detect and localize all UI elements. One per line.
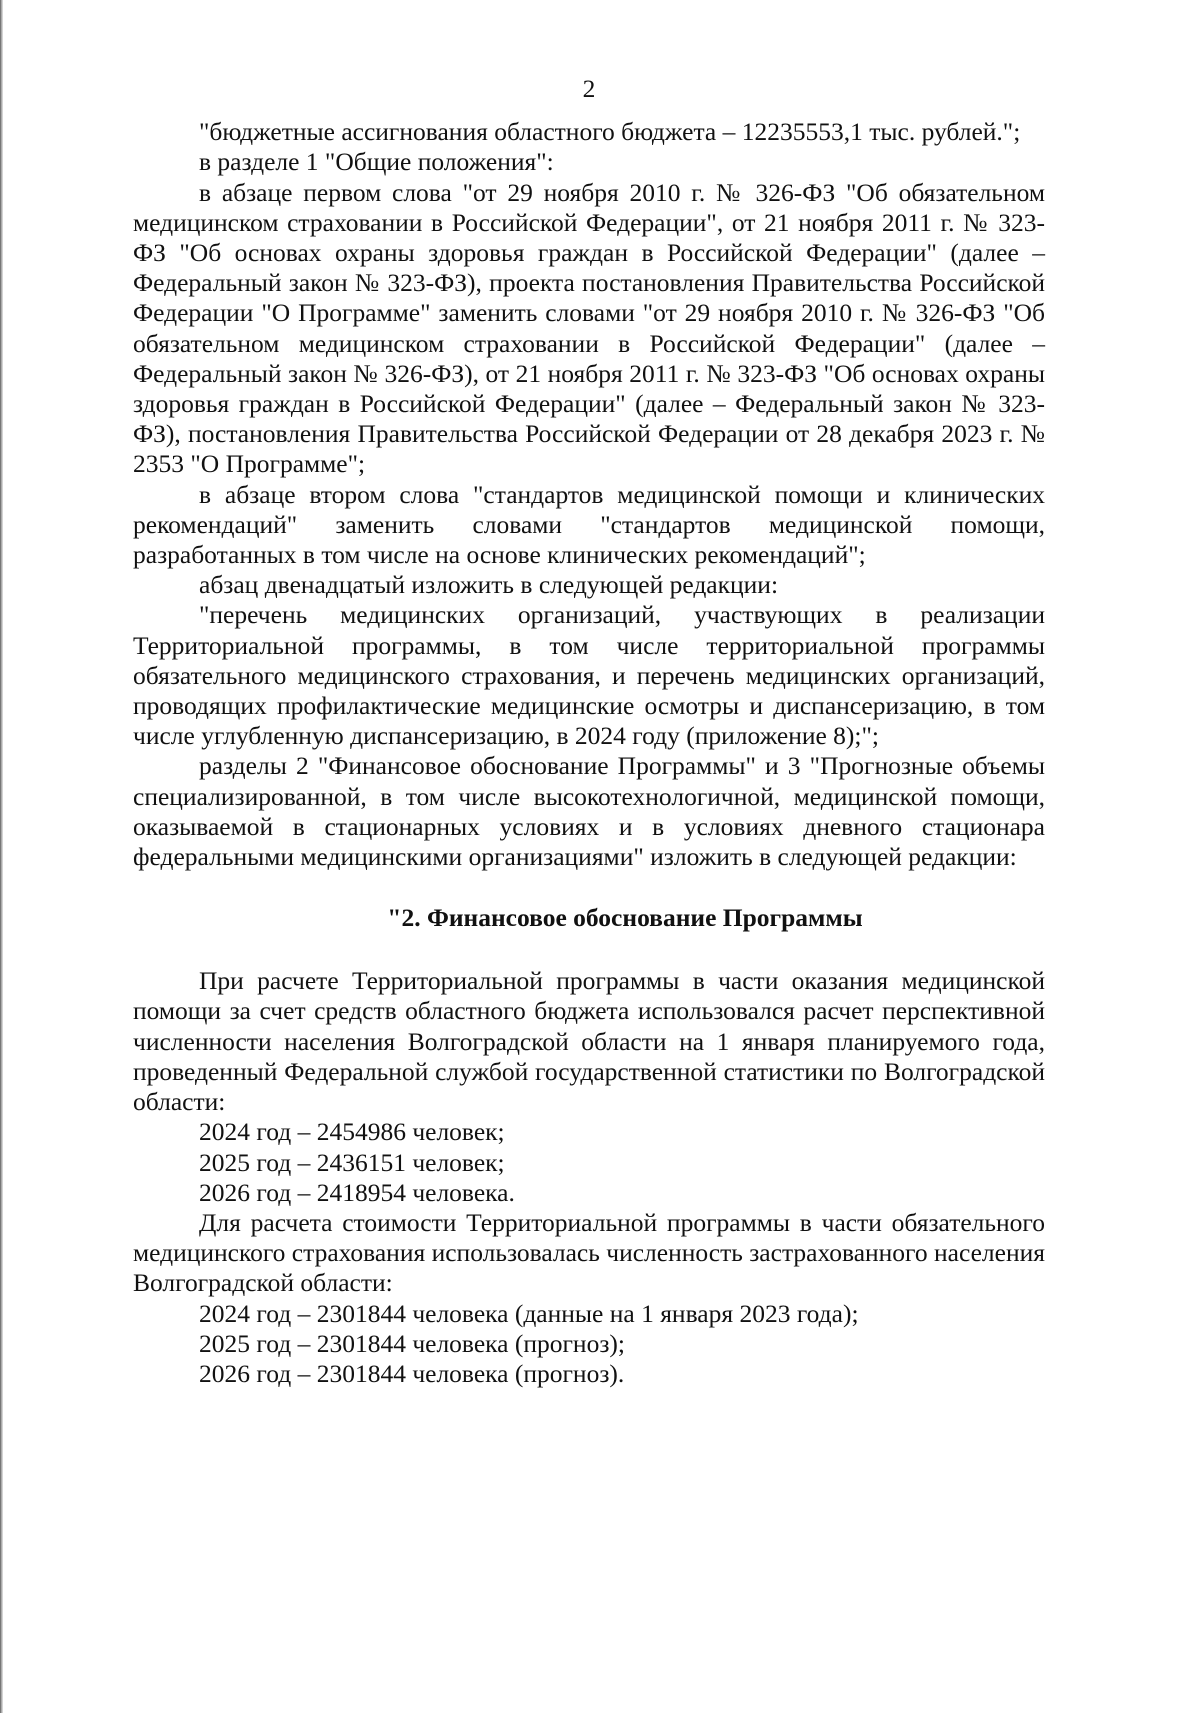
paragraph-population-calc: При расчете Территориальной программы в части оказания медицинской помощи за счет средств областного бюджета использовался расчет перспективной численности населения Волгоградской области на 1 января планируемого года, проведенный Федеральной службой государственной статистики по Волгоградской области: — [133, 966, 1045, 1117]
document-page — [133, 74, 1045, 1389]
population-2026: 2026 год – 2418954 человека. — [199, 1177, 515, 1207]
insured-2025: 2025 год – 2301844 человека (прогноз); — [199, 1328, 625, 1358]
heading-spacer — [133, 934, 1045, 966]
paragraph-organizations-list: "перечень медицинских организаций, участвующих в реализации Территориальной программы, в том числе территориальной программы обязательного медицинского страхования, и перечень медицинских организаций, проводящих профилактические медицинские осмотры и диспансеризацию, в том числе углубленную диспансеризацию, в 2024 году (приложение 8);"; — [133, 600, 1045, 751]
population-2025: 2025 год – 2436151 человек; — [199, 1147, 505, 1177]
paragraph-insured-calc: Для расчета стоимости Территориальной программы в части обязательного медицинского страхования использовалась численность застрахованного населения Волгоградской области: — [133, 1207, 1045, 1298]
paragraph-second-abzac: в абзаце втором слова "стандартов медицинской помощи и клинических рекомендаций" заменить словами "стандартов медицинской помощи, разработанных в том числе на основе клинических рекомендаций"; — [133, 479, 1045, 570]
paragraph-first-abzac: в абзаце первом слова "от 29 ноября 2010 г. № 326-ФЗ "Об обязательном медицинском страховании в Российской Федерации", от 21 ноября 2011 г. № 323-ФЗ "Об основах охраны здоровья граждан в Российской Федерации" (далее – Федеральный закон № 323-ФЗ), проекта постановления Правительства Российской Федерации "О Программе" заменить словами "от 29 ноября 2010 г. № 326-ФЗ "Об обязательном медицинском страховании в Российской Федерации" (далее – Федеральный закон № 326-ФЗ), от 21 ноября 2011 г. № 323-ФЗ "Об основах охраны здоровья граждан в Российской Федерации" (далее – Федеральный закон № 323-ФЗ), постановления Правительства Российской Федерации от 28 декабря 2023 г. № 2353 "О Программе"; — [133, 177, 1045, 479]
population-2024: 2024 год – 2454986 человек; — [199, 1117, 505, 1147]
paragraph-twelfth-abzac: абзац двенадцатый изложить в следующей редакции: — [199, 570, 779, 600]
paragraph-sections-2-3: разделы 2 "Финансовое обоснование Программы" и 3 "Прогнозные объемы специализированной, в том числе высокотехнологичной, медицинской помощи, оказываемой в стационарных условиях и в условиях дневного стационара федеральными медицинскими организациями" изложить в следующей редакции: — [133, 751, 1045, 872]
insured-2026: 2026 год – 2301844 человека (прогноз). — [199, 1358, 625, 1388]
scan-edge — [0, 0, 3, 1713]
paragraph-section-1: в разделе 1 "Общие положения": — [199, 147, 554, 177]
page-number: 2 — [582, 74, 596, 103]
section-heading: "2. Финансовое обоснование Программы — [387, 903, 863, 933]
insured-2024: 2024 год – 2301844 человека (данные на 1 января 2023 года); — [199, 1298, 859, 1328]
paragraph-budget-allocations: "бюджетные ассигнования областного бюджета – 12235553,1 тыс. рублей."; — [199, 117, 1021, 147]
